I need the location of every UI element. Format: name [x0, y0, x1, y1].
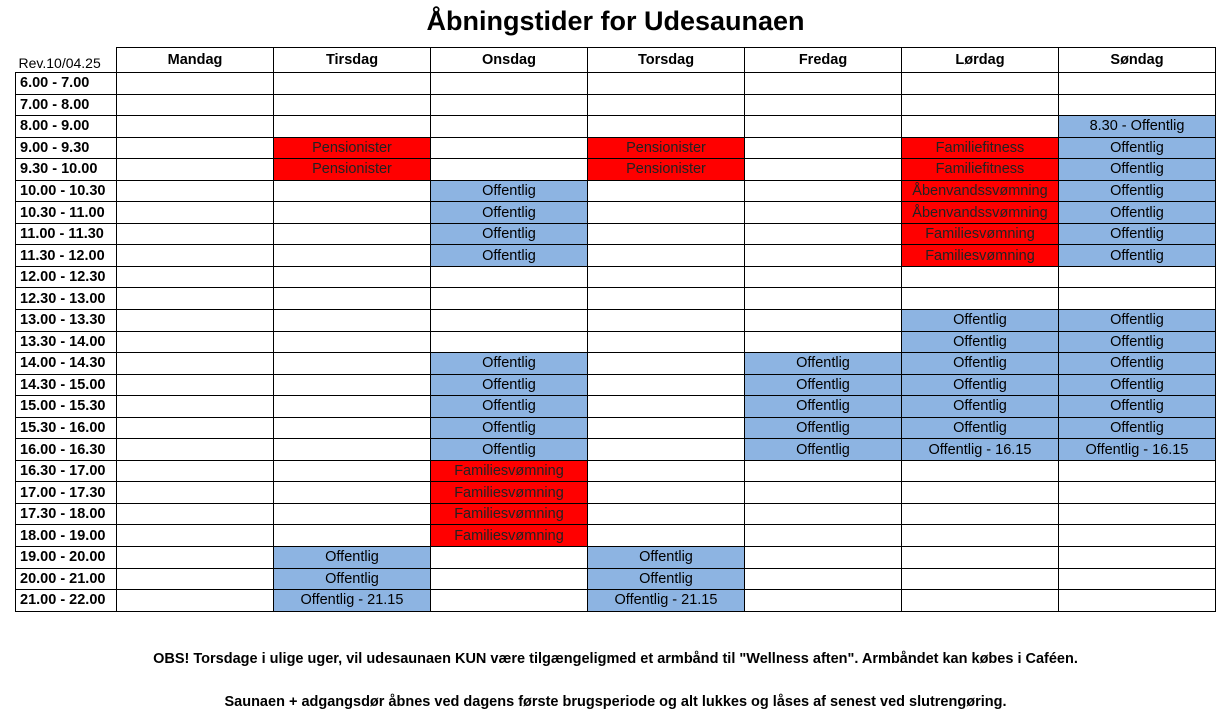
- schedule-cell: [902, 590, 1059, 612]
- schedule-cell: Familiesvømning: [431, 503, 588, 525]
- schedule-cell: [1059, 482, 1216, 504]
- time-slot: 11.00 - 11.30: [16, 223, 117, 245]
- time-slot: 11.30 - 12.00: [16, 245, 117, 267]
- schedule-cell: [431, 94, 588, 116]
- table-row: [16, 525, 1216, 547]
- schedule-cell: Pensionister: [588, 137, 745, 159]
- schedule-cell: [274, 94, 431, 116]
- schedule-cell: Offentlig: [902, 374, 1059, 396]
- table-row: [16, 590, 1216, 612]
- table-row: [16, 310, 1216, 332]
- schedule-cell: [1059, 547, 1216, 569]
- schedule-cell: Offentlig: [745, 374, 902, 396]
- schedule-cell: [117, 590, 274, 612]
- schedule-cell: [274, 331, 431, 353]
- schedule-cell: [117, 417, 274, 439]
- time-slot: 14.00 - 14.30: [16, 353, 117, 375]
- schedule-cell: [274, 223, 431, 245]
- schedule-cell: Offentlig: [1059, 396, 1216, 418]
- schedule-cell: [745, 288, 902, 310]
- schedule-cell: [745, 460, 902, 482]
- table-row: [16, 503, 1216, 525]
- schedule-cell: Offentlig: [1059, 331, 1216, 353]
- schedule-cell: [274, 245, 431, 267]
- schedule-cell: [117, 73, 274, 95]
- table-row: [16, 396, 1216, 418]
- schedule-cell: [588, 503, 745, 525]
- schedule-cell: [1059, 94, 1216, 116]
- schedule-cell: Familiefitness: [902, 159, 1059, 181]
- time-slot: 13.30 - 14.00: [16, 331, 117, 353]
- schedule-cell: [745, 116, 902, 138]
- schedule-cell: Offentlig - 16.15: [1059, 439, 1216, 461]
- schedule-cell: [902, 73, 1059, 95]
- schedule-cell: [274, 73, 431, 95]
- schedule-cell: [274, 525, 431, 547]
- schedule-cell: [117, 137, 274, 159]
- schedule-cell: [117, 353, 274, 375]
- schedule-cell: Familiesvømning: [431, 482, 588, 504]
- time-slot: 15.30 - 16.00: [16, 417, 117, 439]
- time-slot: 9.00 - 9.30: [16, 137, 117, 159]
- schedule-cell: [588, 396, 745, 418]
- schedule-cell: [117, 245, 274, 267]
- schedule-cell: [117, 288, 274, 310]
- time-slot: 14.30 - 15.00: [16, 374, 117, 396]
- time-slot: 10.30 - 11.00: [16, 202, 117, 224]
- schedule-cell: [745, 180, 902, 202]
- schedule-cell: Pensionister: [274, 159, 431, 181]
- time-slot: 6.00 - 7.00: [16, 73, 117, 95]
- schedule-cell: Offentlig: [588, 568, 745, 590]
- schedule-cell: [431, 288, 588, 310]
- schedule-cell: [745, 137, 902, 159]
- schedule-cell: [588, 73, 745, 95]
- schedule-cell: [745, 525, 902, 547]
- schedule-cell: [274, 266, 431, 288]
- schedule-cell: Offentlig: [1059, 417, 1216, 439]
- time-slot: 21.00 - 22.00: [16, 590, 117, 612]
- schedule-cell: Offentlig - 21.15: [274, 590, 431, 612]
- schedule-cell: [588, 525, 745, 547]
- schedule-table: [15, 47, 1216, 612]
- schedule-cell: [117, 331, 274, 353]
- schedule-cell: Offentlig: [431, 223, 588, 245]
- time-slot: 16.30 - 17.00: [16, 460, 117, 482]
- schedule-cell: Offentlig: [1059, 137, 1216, 159]
- schedule-cell: [745, 223, 902, 245]
- table-row: [16, 568, 1216, 590]
- schedule-cell: [902, 503, 1059, 525]
- schedule-cell: Offentlig: [745, 396, 902, 418]
- schedule-cell: [1059, 503, 1216, 525]
- schedule-cell: [117, 460, 274, 482]
- schedule-cell: [902, 266, 1059, 288]
- table-row: [16, 94, 1216, 116]
- schedule-cell: [1059, 568, 1216, 590]
- schedule-cell: [902, 568, 1059, 590]
- schedule-cell: [274, 310, 431, 332]
- day-header: Mandag: [117, 48, 274, 73]
- schedule-cell: Familiefitness: [902, 137, 1059, 159]
- schedule-cell: [745, 202, 902, 224]
- schedule-cell: [588, 202, 745, 224]
- table-row: [16, 223, 1216, 245]
- schedule-cell: [274, 503, 431, 525]
- schedule-cell: [588, 310, 745, 332]
- schedule-cell: [117, 310, 274, 332]
- schedule-cell: Offentlig: [1059, 374, 1216, 396]
- schedule-cell: [745, 503, 902, 525]
- schedule-cell: [274, 482, 431, 504]
- schedule-cell: [1059, 266, 1216, 288]
- schedule-cell: Offentlig: [902, 396, 1059, 418]
- schedule-cell: Offentlig: [745, 417, 902, 439]
- schedule-cell: Offentlig: [588, 547, 745, 569]
- schedule-cell: [431, 73, 588, 95]
- schedule-cell: [745, 159, 902, 181]
- schedule-cell: Offentlig: [1059, 310, 1216, 332]
- table-row: [16, 73, 1216, 95]
- schedule-cell: [588, 482, 745, 504]
- day-header: Torsdag: [588, 48, 745, 73]
- time-slot: 15.00 - 15.30: [16, 396, 117, 418]
- schedule-cell: [274, 116, 431, 138]
- schedule-cell: [431, 547, 588, 569]
- schedule-cell: [431, 159, 588, 181]
- schedule-cell: Familiesvømning: [431, 460, 588, 482]
- schedule-cell: [117, 94, 274, 116]
- schedule-cell: [745, 590, 902, 612]
- schedule-cell: Offentlig: [1059, 180, 1216, 202]
- day-header: Onsdag: [431, 48, 588, 73]
- table-row: [16, 460, 1216, 482]
- schedule-cell: [117, 116, 274, 138]
- table-row: [16, 288, 1216, 310]
- day-header: Lørdag: [902, 48, 1059, 73]
- schedule-cell: [431, 116, 588, 138]
- schedule-cell: [117, 525, 274, 547]
- schedule-cell: [902, 116, 1059, 138]
- schedule-cell: [117, 482, 274, 504]
- schedule-cell: Offentlig - 21.15: [588, 590, 745, 612]
- schedule-cell: [431, 568, 588, 590]
- schedule-cell: Familiesvømning: [902, 223, 1059, 245]
- schedule-cell: [274, 396, 431, 418]
- schedule-cell: [1059, 288, 1216, 310]
- schedule-cell: [431, 137, 588, 159]
- schedule-cell: Familiesvømning: [902, 245, 1059, 267]
- schedule-cell: Offentlig: [902, 417, 1059, 439]
- schedule-cell: [1059, 460, 1216, 482]
- schedule-cell: [745, 245, 902, 267]
- schedule-cell: [588, 245, 745, 267]
- schedule-cell: [117, 159, 274, 181]
- schedule-cell: Åbenvandssvømning: [902, 202, 1059, 224]
- time-slot: 8.00 - 9.00: [16, 116, 117, 138]
- schedule-cell: [117, 547, 274, 569]
- time-slot: 20.00 - 21.00: [16, 568, 117, 590]
- table-row: [16, 439, 1216, 461]
- header-row: [16, 48, 1216, 73]
- table-row: [16, 245, 1216, 267]
- schedule-cell: [431, 590, 588, 612]
- schedule-cell: [902, 460, 1059, 482]
- table-row: [16, 353, 1216, 375]
- time-slot: 13.00 - 13.30: [16, 310, 117, 332]
- schedule-cell: [588, 417, 745, 439]
- schedule-cell: [902, 525, 1059, 547]
- note-closing: Saunaen + adgangsdør åbnes ved dagens første brugsperiode og alt lukkes og låses af senest ved slutrengøring.: [224, 694, 1007, 710]
- time-slot: 12.30 - 13.00: [16, 288, 117, 310]
- schedule-cell: [274, 288, 431, 310]
- table-row: [16, 374, 1216, 396]
- time-slot: 17.30 - 18.00: [16, 503, 117, 525]
- schedule-cell: [274, 439, 431, 461]
- schedule-cell: Offentlig: [902, 353, 1059, 375]
- schedule-cell: [588, 288, 745, 310]
- schedule-cell: Offentlig: [1059, 245, 1216, 267]
- schedule-cell: [117, 223, 274, 245]
- schedule-cell: [1059, 525, 1216, 547]
- schedule-cell: [745, 310, 902, 332]
- table-row: [16, 137, 1216, 159]
- schedule-cell: [902, 94, 1059, 116]
- schedule-cell: Offentlig - 16.15: [902, 439, 1059, 461]
- schedule-cell: [274, 460, 431, 482]
- schedule-cell: [588, 331, 745, 353]
- table-row: [16, 331, 1216, 353]
- day-header: Tirsdag: [274, 48, 431, 73]
- schedule-cell: Offentlig: [431, 439, 588, 461]
- schedule-cell: [1059, 73, 1216, 95]
- schedule-cell: Offentlig: [745, 439, 902, 461]
- schedule-cell: [588, 374, 745, 396]
- schedule-cell: Offentlig: [431, 396, 588, 418]
- schedule-cell: 8.30 - Offentlig: [1059, 116, 1216, 138]
- schedule-cell: [588, 116, 745, 138]
- time-slot: 9.30 - 10.00: [16, 159, 117, 181]
- table-row: [16, 159, 1216, 181]
- table-row: [16, 417, 1216, 439]
- schedule-cell: Pensionister: [588, 159, 745, 181]
- table-row: [16, 202, 1216, 224]
- schedule-cell: [745, 547, 902, 569]
- schedule-cell: [588, 266, 745, 288]
- schedule-cell: [117, 396, 274, 418]
- schedule-cell: Offentlig: [431, 353, 588, 375]
- schedule-cell: [274, 180, 431, 202]
- schedule-cell: [588, 223, 745, 245]
- schedule-cell: [745, 568, 902, 590]
- schedule-cell: [431, 310, 588, 332]
- schedule-cell: [117, 503, 274, 525]
- schedule-cell: Offentlig: [431, 202, 588, 224]
- note-wellness: OBS! Torsdage i ulige uger, vil udesaunaen KUN være tilgængeligmed et armbånd til "Wellness aften". Armbåndet kan købes i Caféen.: [153, 651, 1078, 667]
- table-row: [16, 547, 1216, 569]
- schedule-cell: Offentlig: [1059, 159, 1216, 181]
- schedule-cell: Offentlig: [431, 180, 588, 202]
- schedule-cell: [274, 417, 431, 439]
- table-row: [16, 116, 1216, 138]
- schedule-cell: Offentlig: [745, 353, 902, 375]
- schedule-cell: Offentlig: [902, 310, 1059, 332]
- schedule-cell: [745, 94, 902, 116]
- schedule-cell: [745, 331, 902, 353]
- schedule-cell: Offentlig: [274, 568, 431, 590]
- time-slot: 12.00 - 12.30: [16, 266, 117, 288]
- schedule-cell: Offentlig: [1059, 353, 1216, 375]
- schedule-cell: Åbenvandssvømning: [902, 180, 1059, 202]
- schedule-cell: Offentlig: [431, 417, 588, 439]
- schedule-cell: [117, 202, 274, 224]
- schedule-cell: [117, 374, 274, 396]
- schedule-cell: [745, 266, 902, 288]
- revision-label: Rev.10/04.25: [16, 48, 117, 73]
- time-slot: 18.00 - 19.00: [16, 525, 117, 547]
- schedule-cell: [902, 288, 1059, 310]
- time-slot: 10.00 - 10.30: [16, 180, 117, 202]
- time-slot: 16.00 - 16.30: [16, 439, 117, 461]
- schedule-cell: Offentlig: [1059, 202, 1216, 224]
- schedule-cell: [588, 439, 745, 461]
- schedule-cell: Offentlig: [1059, 223, 1216, 245]
- table-row: [16, 482, 1216, 504]
- time-slot: 19.00 - 20.00: [16, 547, 117, 569]
- schedule-cell: Offentlig: [902, 331, 1059, 353]
- schedule-cell: [117, 180, 274, 202]
- schedule-cell: [274, 374, 431, 396]
- schedule-cell: Pensionister: [274, 137, 431, 159]
- page-title: Åbningstider for Udesaunaen: [426, 6, 805, 36]
- schedule-cell: [117, 439, 274, 461]
- schedule-cell: [745, 482, 902, 504]
- day-header: Søndag: [1059, 48, 1216, 73]
- table-row: [16, 180, 1216, 202]
- schedule-cell: Offentlig: [431, 245, 588, 267]
- schedule-cell: [588, 353, 745, 375]
- schedule-cell: Offentlig: [274, 547, 431, 569]
- schedule-cell: [274, 353, 431, 375]
- schedule-cell: [1059, 590, 1216, 612]
- schedule-cell: [431, 331, 588, 353]
- schedule-cell: [588, 180, 745, 202]
- schedule-cell: [274, 202, 431, 224]
- schedule-cell: [117, 568, 274, 590]
- time-slot: 7.00 - 8.00: [16, 94, 117, 116]
- schedule-cell: [588, 94, 745, 116]
- schedule-cell: Familiesvømning: [431, 525, 588, 547]
- table-row: [16, 266, 1216, 288]
- schedule-cell: [902, 482, 1059, 504]
- schedule-cell: [117, 266, 274, 288]
- schedule-cell: Offentlig: [431, 374, 588, 396]
- schedule-cell: [431, 266, 588, 288]
- schedule-cell: [745, 73, 902, 95]
- schedule-cell: [902, 547, 1059, 569]
- schedule-cell: [588, 460, 745, 482]
- time-slot: 17.00 - 17.30: [16, 482, 117, 504]
- day-header: Fredag: [745, 48, 902, 73]
